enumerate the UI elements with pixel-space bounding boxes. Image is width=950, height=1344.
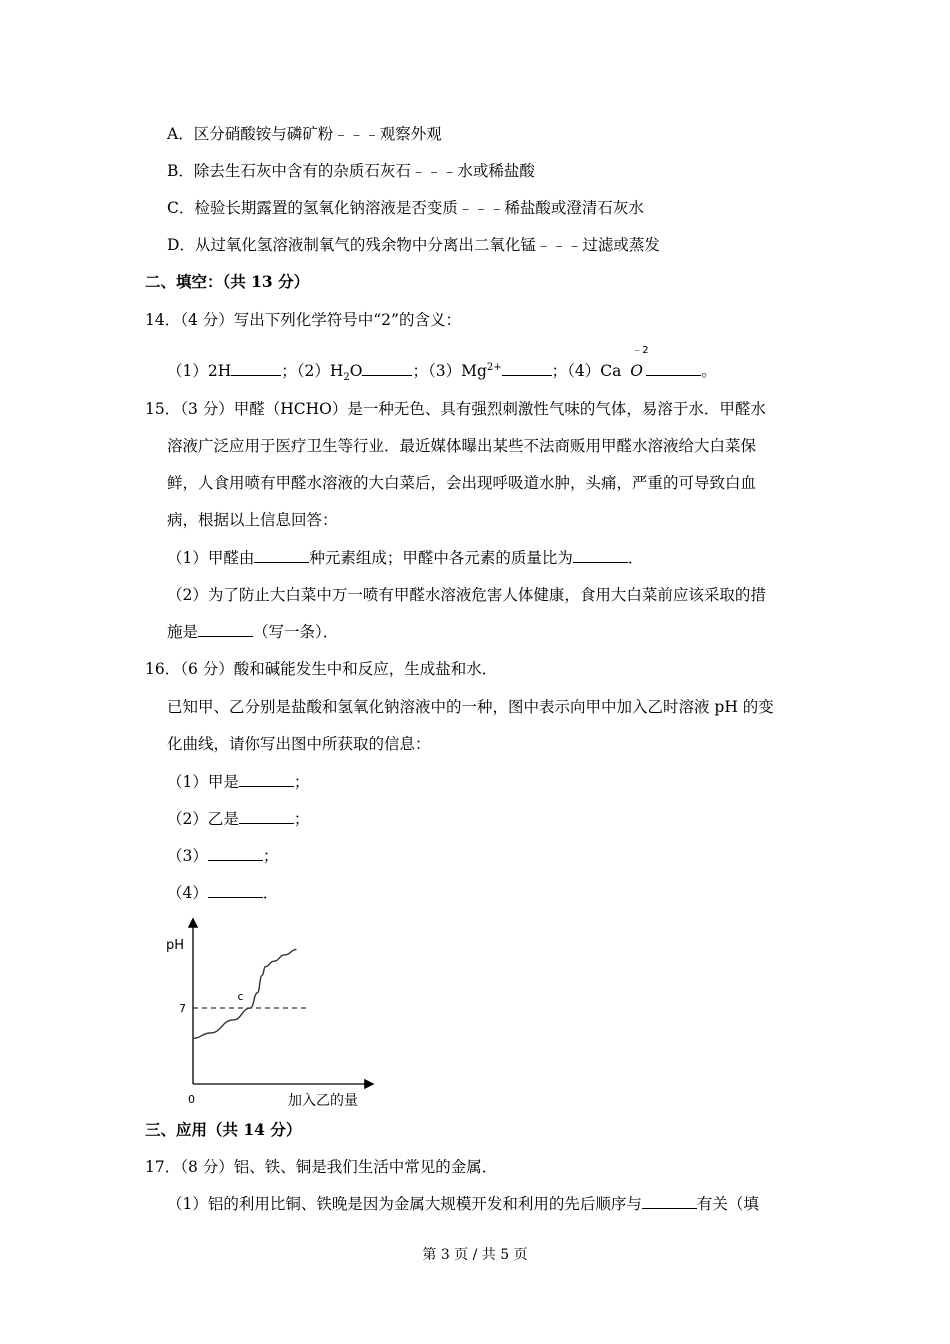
q16-line3: 化曲线，请你写出图中所获取的信息： [167, 735, 431, 753]
origin-label: 0 [188, 1093, 195, 1106]
answer-blank[interactable] [231, 360, 281, 376]
page-footer: 第 3 页 / 共 5 页 [422, 1247, 528, 1263]
q16-stem: 16．（6 分）酸和碱能发生中和反应，生成盐和水． [145, 660, 498, 678]
q13-option-b: B．除去生石灰中含有的杂质石灰石﹣﹣﹣水或稀盐酸 [167, 162, 535, 180]
answer-blank[interactable] [254, 547, 309, 563]
q16-answer4: （4） ． [167, 884, 279, 902]
q16-answer3: （3） ； [167, 847, 279, 865]
q15-sub2: （2）为了防止大白菜中万一喷有甲醛水溶液危害人体健康，食用大白菜前应该采取的措 [167, 586, 766, 604]
q17-stem: 17．（8 分）铝、铁、铜是我们生活中常见的金属． [145, 1158, 498, 1176]
q17-sub1: （1）铝的利用比铜、铁晚是因为金属大规模开发和利用的先后顺序与 有关（填 [167, 1195, 759, 1213]
ph7-tick-label: 7 [179, 1002, 186, 1015]
ph-curve-chart [150, 910, 400, 1115]
q16-answer1: （1）甲是 ； [167, 773, 310, 791]
answer-blank[interactable] [573, 547, 628, 563]
q13-option-a: A．区分硝酸铵与磷矿粉﹣﹣﹣观察外观 [167, 125, 442, 143]
answer-blank[interactable] [642, 1193, 697, 1209]
q13-option-d: D．从过氧化氢溶液制氧气的残余物中分离出二氧化锰﹣﹣﹣过滤或蒸发 [167, 236, 660, 254]
q15-line4: 病，根据以上信息回答： [167, 511, 338, 529]
q14-stem: 14．（4 分）写出下列化学符号中“2”的含义： [145, 311, 461, 329]
answer-blank[interactable] [362, 360, 412, 376]
y-axis-label: pH [166, 938, 185, 953]
answer-blank[interactable] [208, 882, 263, 898]
answer-blank[interactable] [239, 771, 294, 787]
answer-blank[interactable] [646, 360, 701, 376]
answer-blank[interactable] [502, 360, 552, 376]
answer-blank[interactable] [208, 845, 263, 861]
point-c-label: c [237, 990, 244, 1003]
q15-line2: 溶液广泛应用于医疗卫生等行业．最近媒体曝出某些不法商贩用甲醛水溶液给大白菜保 [167, 437, 757, 455]
q16-answer2: （2）乙是 ； [167, 810, 310, 828]
oxygen-with-charge: ﹣2 O [630, 360, 646, 382]
answer-blank[interactable] [198, 621, 253, 637]
ph-curve [193, 949, 297, 1038]
q14-part1: （1）2H [167, 362, 232, 380]
answer-blank[interactable] [239, 808, 294, 824]
valence-label: ﹣2 [632, 345, 649, 356]
q15-line3: 鲜，人食用喷有甲醛水溶液的大白菜后，会出现呼吸道水肿，头痛，严重的可导致白血 [167, 474, 757, 492]
q15-sub1: （1）甲醛由 种元素组成；甲醛中各元素的质量比为 ． [167, 549, 644, 567]
q13-option-c: C．检验长期露置的氢氧化钠溶液是否变质﹣﹣﹣稀盐酸或澄清石灰水 [167, 199, 644, 217]
q16-line2: 已知甲、乙分别是盐酸和氢氧化钠溶液中的一种，图中表示向甲中加入乙时溶液 pH 的变 [167, 698, 774, 716]
section-title: 三、应用（共 14 分） [145, 1120, 302, 1139]
q15-line1: 15．（3 分）甲醛（HCHO）是一种无色、具有强烈刺激性气味的气体，易溶于水．甲醛水 [145, 400, 766, 418]
x-axis-label: 加入乙的量 [288, 1093, 358, 1109]
q15-sub2-cont: 施是 （写一条）． [167, 623, 339, 641]
q14-answers: （1）2H ；$(2)H_2O$ ；$(3)Mg^{2+}$ ；（4）Ca ﹣2 O 。 [167, 360, 717, 382]
section-title: 二、填空：（共 13 分） [145, 272, 310, 291]
